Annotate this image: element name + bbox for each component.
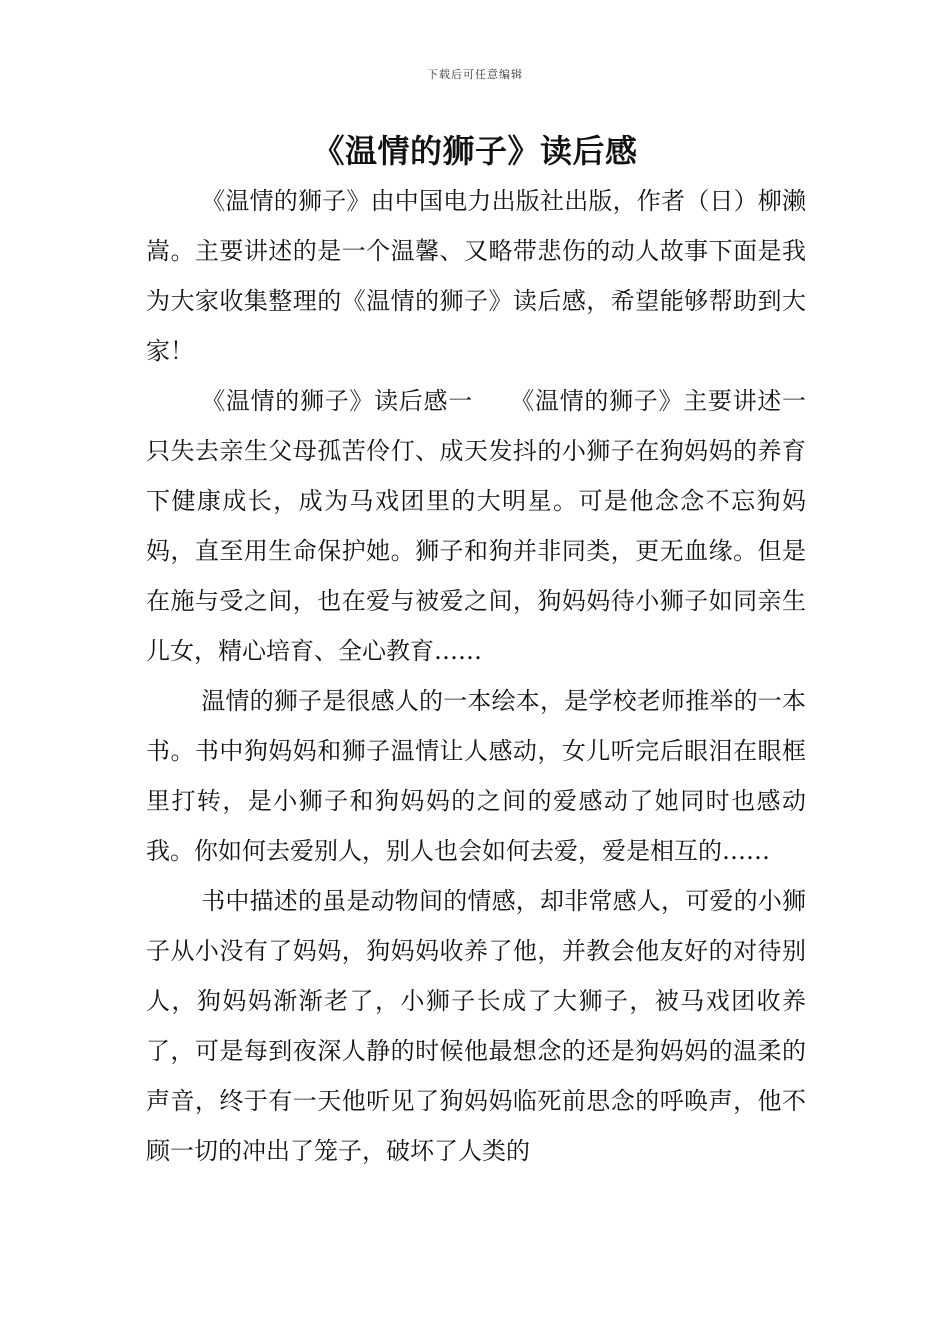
document-title: 《温情的狮子》读后感 xyxy=(312,132,638,170)
document-body xyxy=(146,176,806,1176)
paragraph-review-three: 书中描述的虽是动物间的情感，却非常感人，可爱的小狮子从小没有了妈妈，狗妈妈收养了他，并教会他友好的对待别人，狗妈妈渐渐老了，小狮子长成了大狮子，被马戏团收养了，可是每到夜深人静的时候他最想念的还是狗妈妈的温柔的声音，终于有一天他听见了狗妈妈临死前思念的呼唤声，他不顾一切的冲出了笼子，破坏了人类的 xyxy=(146,887,806,1165)
header-note: 下载后可任意编辑 xyxy=(427,68,523,81)
paragraph-review-two: 温情的狮子是很感人的一本绘本，是学校老师推举的一本书。书中狗妈妈和狮子温情让人感动，女儿听完后眼泪在眼框里打转，是小狮子和狗妈妈的之间的爱感动了她同时也感动我。你如何去爱别人，别人也会如何去爱，爱是相互的…… xyxy=(146,687,806,865)
paragraph-intro: 《温情的狮子》由中国电力出版社出版，作者（日）柳濑嵩。主要讲述的是一个温馨、又略带悲伤的动人故事下面是我为大家收集整理的《温情的狮子》读后感，希望能够帮助到大家！ xyxy=(146,187,806,365)
paragraph-review-one: 《温情的狮子》读后感一 《温情的狮子》主要讲述一只失去亲生父母孤苦伶仃、成天发抖的小狮子在狗妈妈的养育下健康成长，成为马戏团里的大明星。可是他念念不忘狗妈妈，直至用生命保护她。狮子和狗并非同类，更无血缘。但是在施与受之间，也在爱与被爱之间，狗妈妈待小狮子如同亲生儿女，精心培育、全心教育…… xyxy=(146,387,806,665)
